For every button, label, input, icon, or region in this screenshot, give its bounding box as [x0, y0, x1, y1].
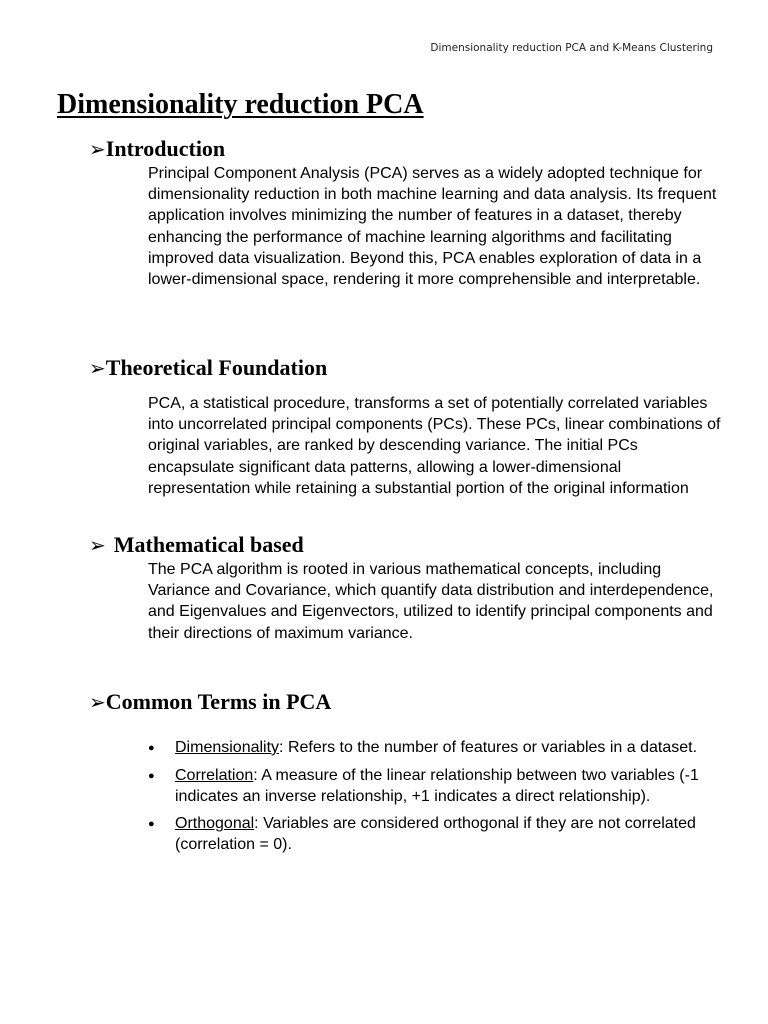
section-heading-theoretical-foundation-label: Theoretical Foundation [105, 355, 328, 380]
term-dimensionality: Dimensionality [175, 739, 280, 756]
arrowhead-bullet-icon: ➢ [89, 356, 106, 380]
term-definition: : Variables are considered orthogonal if they are not correlated (correlation = 0). [175, 815, 696, 854]
term-orthogonal: Orthogonal [175, 815, 255, 833]
list-item [148, 766, 723, 808]
section-heading-mathematical-based-label: Mathematical based [113, 532, 304, 557]
arrowhead-bullet-icon: ➢ [89, 533, 106, 557]
term-definition: : A measure of the linear relationship between two variables (-1 indicates an inverse relationship, +1 indicates a direct relationship). [175, 766, 699, 805]
section-heading-mathematical-based [89, 532, 304, 558]
running-header: Dimensionality reduction PCA and K-Means Clustering [430, 42, 713, 54]
section-heading-common-terms-label: Common Terms in PCA [105, 689, 332, 714]
dot-bullet-icon: ● [148, 742, 155, 754]
list-item [148, 738, 723, 759]
page-title: Dimensionality reduction PCA [57, 89, 424, 120]
dot-bullet-icon: ● [148, 818, 155, 831]
mathematical-based-paragraph: The PCA algorithm is rooted in various mathematical concepts, including Variance and Covariance, which quantify data distribution and interdependence, and Eigenvalues and Eigenvectors, utilized to identify principal components and their directions of maximum variance. [148, 561, 714, 642]
section-heading-theoretical-foundation [89, 355, 327, 381]
section-heading-introduction-label: Introduction [105, 136, 226, 161]
theoretical-foundation-paragraph: PCA, a statistical procedure, transforms a set of potentially correlated variables into uncorrelated principal components (PCs). These PCs, linear combinations of original variables, are ranked by descending variance. The initial PCs encapsulate significant data patterns, allowing a lower-dimensional representation while retaining a substantial portion of the original information [148, 395, 721, 497]
arrowhead-bullet-icon: ➢ [89, 690, 106, 714]
list-item [148, 814, 723, 856]
introduction-paragraph: Principal Component Analysis (PCA) serves as a widely adopted technique for dimensionality reduction in both machine learning and data analysis. Its frequent application involves minimizing the number of features in a dataset, thereby enhancing the performance of machine learning algorithms and facilitating improved data visualization. Beyond this, PCA enables exploration of data in a lower-dimensional space, rendering it more comprehensible and interpretable. [148, 165, 717, 289]
term-correlation: Correlation [175, 766, 254, 784]
section-heading-common-terms [89, 689, 331, 715]
term-definition: : Refers to the number of features or variables in a dataset. [279, 739, 698, 756]
arrowhead-bullet-icon: ➢ [89, 137, 106, 161]
section-heading-introduction [89, 136, 225, 162]
common-terms-list [148, 738, 723, 863]
dot-bullet-icon: ● [148, 769, 155, 782]
